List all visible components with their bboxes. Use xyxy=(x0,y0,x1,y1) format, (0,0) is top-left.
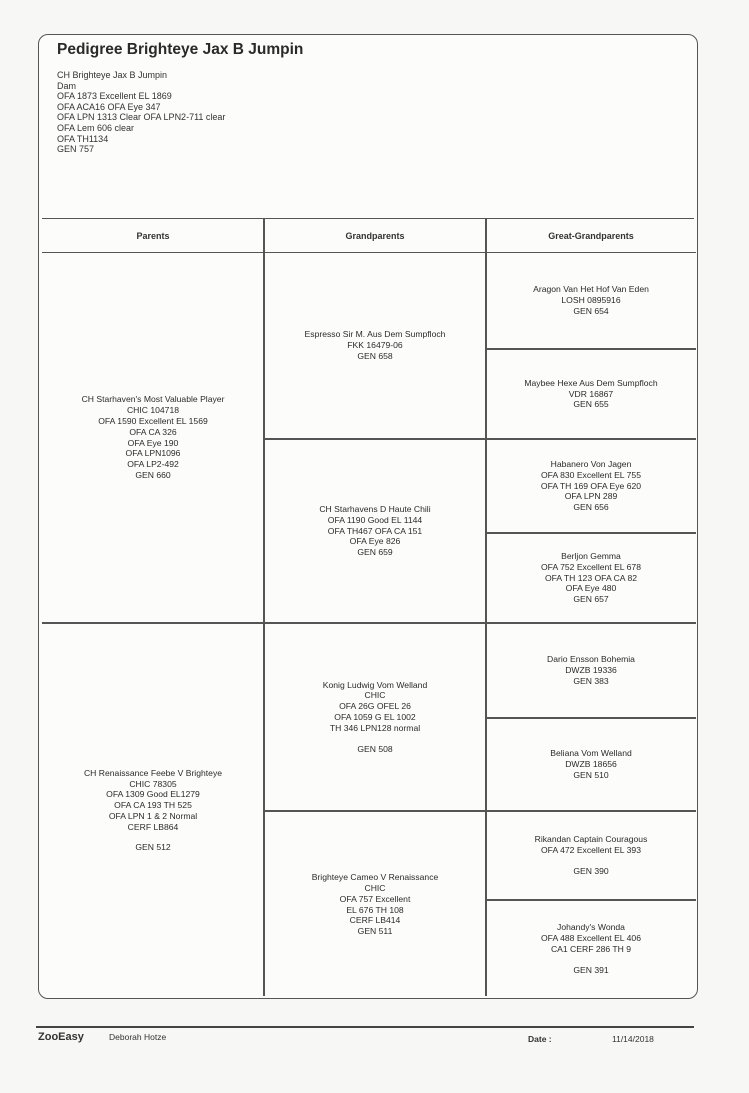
parent-line: CH Renaissance Feebe V Brighteye xyxy=(83,767,223,778)
grandparent-line: GEN 659 xyxy=(357,547,393,558)
dog-info-line: GEN 757 xyxy=(57,144,95,155)
ggp-line: OFA TH 123 OFA CA 82 xyxy=(544,572,638,583)
parent-sire xyxy=(42,253,264,622)
ggp-line: OFA 752 Excellent EL 678 xyxy=(540,561,641,572)
grandparent-line: CH Starhavens D Haute Chili xyxy=(319,504,431,514)
ggp-line: OFA 488 Excellent EL 406 xyxy=(540,933,641,944)
grandparent-line: GEN 511 xyxy=(357,926,393,937)
great-grandparent-1 xyxy=(486,253,696,348)
pedigree-table xyxy=(42,218,694,996)
dog-info-line: Dam xyxy=(57,80,77,91)
grandparent-gen: GEN 508 xyxy=(357,743,393,754)
grandparent-line: OFA 1059 G EL 1002 xyxy=(334,712,416,722)
grandparent-line: FKK 16479-06 xyxy=(347,340,403,351)
footer-author: Deborah Hotze xyxy=(109,1032,167,1042)
ggp-line: OFA 472 Excellent EL 393 xyxy=(540,845,641,856)
ggp-line: Dario Ensson Bohemia xyxy=(547,654,635,665)
parent-gen: GEN 512 xyxy=(135,842,171,853)
parent-line: OFA CA 326 xyxy=(129,426,177,437)
ggp-line: GEN 657 xyxy=(573,594,609,605)
grandparent-1 xyxy=(264,253,486,438)
grandparent-line: Espresso Sir M. Aus Dem Sumpfloch xyxy=(304,329,446,340)
dog-info-line: OFA LPN 1313 Clear OFA LPN2-711 clear xyxy=(57,112,226,123)
grandparent-line: OFA 1190 Good EL 1144 xyxy=(327,514,423,525)
ggp-line: Aragon Van Het Hof Van Eden xyxy=(533,284,649,295)
pedigree-sheet xyxy=(38,34,698,999)
great-grandparent-6 xyxy=(486,719,696,810)
grandparent-line: GEN 658 xyxy=(357,350,393,361)
parent-line: CHIC 104718 xyxy=(126,405,180,416)
grandparent-line: EL 676 TH 108 xyxy=(346,904,404,915)
grandparent-2 xyxy=(264,440,486,622)
ggp-line: DWZB 18656 xyxy=(565,759,617,770)
header-parents: Parents xyxy=(42,219,264,253)
ggp-line: GEN 656 xyxy=(573,502,609,513)
dog-info-line: OFA 1873 Excellent EL 1869 xyxy=(57,91,172,102)
footer-date-label: Date : xyxy=(528,1034,552,1044)
parent-line: OFA 1590 Excellent EL 1569 xyxy=(98,415,208,426)
ggp-line: GEN 510 xyxy=(573,769,609,780)
grandparent-line: Brighteye Cameo V Renaissance xyxy=(311,872,439,883)
parent-line: OFA Eye 190 xyxy=(127,437,179,448)
footer-divider xyxy=(36,1026,694,1028)
dog-info xyxy=(57,70,225,155)
header-grandparents: Grandparents xyxy=(264,219,486,253)
great-grandparent-5 xyxy=(486,624,696,717)
grandparent-line: CHIC xyxy=(364,690,386,701)
ggp-line: CA1 CERF 286 TH 9 xyxy=(550,944,632,954)
ggp-line: DWZB 19336 xyxy=(565,665,617,676)
ggp-line: Rikandan Captain Couragous xyxy=(534,834,648,845)
parent-line: OFA CA 193 TH 525 xyxy=(114,800,192,811)
ggp-line: Beliana Vom Welland xyxy=(550,748,632,759)
header-great-grandparents: Great-Grandparents xyxy=(486,219,696,253)
parent-line: OFA 1309 Good EL1279 xyxy=(106,789,200,800)
grandparent-line: OFA 757 Excellent xyxy=(339,893,411,904)
great-grandparent-2 xyxy=(486,350,696,438)
parent-line: CERF LB864 xyxy=(127,821,179,832)
ggp-line: GEN 654 xyxy=(573,305,609,316)
grandparent-line: OFA TH467 OFA CA 151 xyxy=(327,525,423,536)
grandparent-line: OFA 26G OFEL 26 xyxy=(339,701,411,712)
parent-line: CHIC 78305 xyxy=(129,778,177,789)
dog-info-line: OFA ACA16 OFA Eye 347 xyxy=(57,101,161,112)
great-grandparent-8 xyxy=(486,901,696,997)
grandparent-line: CHIC xyxy=(364,882,386,893)
ggp-line: Maybee Hexe Aus Dem Sumpfloch xyxy=(524,377,658,388)
ggp-line: LOSH 0895916 xyxy=(561,295,621,306)
dog-info-line: CH Brighteye Jax B Jumpin xyxy=(57,70,168,80)
great-grandparent-4 xyxy=(486,534,696,622)
ggp-line: GEN 383 xyxy=(573,675,609,686)
ggp-line: OFA 830 Excellent EL 755 xyxy=(540,469,641,480)
parent-line: OFA LPN 1 & 2 Normal xyxy=(108,810,198,821)
parent-line: OFA LPN1096 xyxy=(125,448,181,459)
great-grandparent-7 xyxy=(486,812,696,899)
grandparent-line: CERF LB414 xyxy=(349,915,401,926)
grandparent-line: Konig Ludwig Vom Welland xyxy=(322,679,428,690)
ggp-gen: GEN 391 xyxy=(573,964,609,975)
ggp-line: OFA Eye 480 xyxy=(565,583,617,594)
ggp-line: GEN 655 xyxy=(573,399,609,410)
ggp-line: Habanero Von Jagen xyxy=(550,459,632,469)
parent-line: CH Starhaven's Most Valuable Player xyxy=(81,394,225,405)
dog-info-line: OFA TH1134 xyxy=(57,133,109,144)
ggp-line: OFA TH 169 OFA Eye 620 xyxy=(540,480,642,491)
ggp-line: OFA LPN 289 xyxy=(564,491,618,502)
grandparent-line: OFA Eye 826 xyxy=(349,536,401,547)
parent-line: OFA LP2-492 xyxy=(127,459,179,470)
ggp-line: Berljon Gemma xyxy=(561,551,621,561)
parent-line: GEN 660 xyxy=(135,469,171,480)
grandparent-4 xyxy=(264,812,486,997)
dog-info-line: OFA Lem 606 clear xyxy=(57,122,135,133)
grandparent-line: TH 346 LPN128 normal xyxy=(329,722,421,733)
footer-brand: ZooEasy xyxy=(38,1031,84,1043)
page-title: Pedigree Brighteye Jax B Jumpin xyxy=(57,41,304,58)
ggp-line: VDR 16867 xyxy=(568,388,614,399)
grandparent-3 xyxy=(264,624,486,810)
ggp-line: Johandy's Wonda xyxy=(557,922,625,933)
footer-date-value: 11/14/2018 xyxy=(612,1034,654,1044)
parent-dam xyxy=(42,624,264,997)
great-grandparent-3 xyxy=(486,440,696,532)
ggp-gen: GEN 390 xyxy=(573,865,609,876)
